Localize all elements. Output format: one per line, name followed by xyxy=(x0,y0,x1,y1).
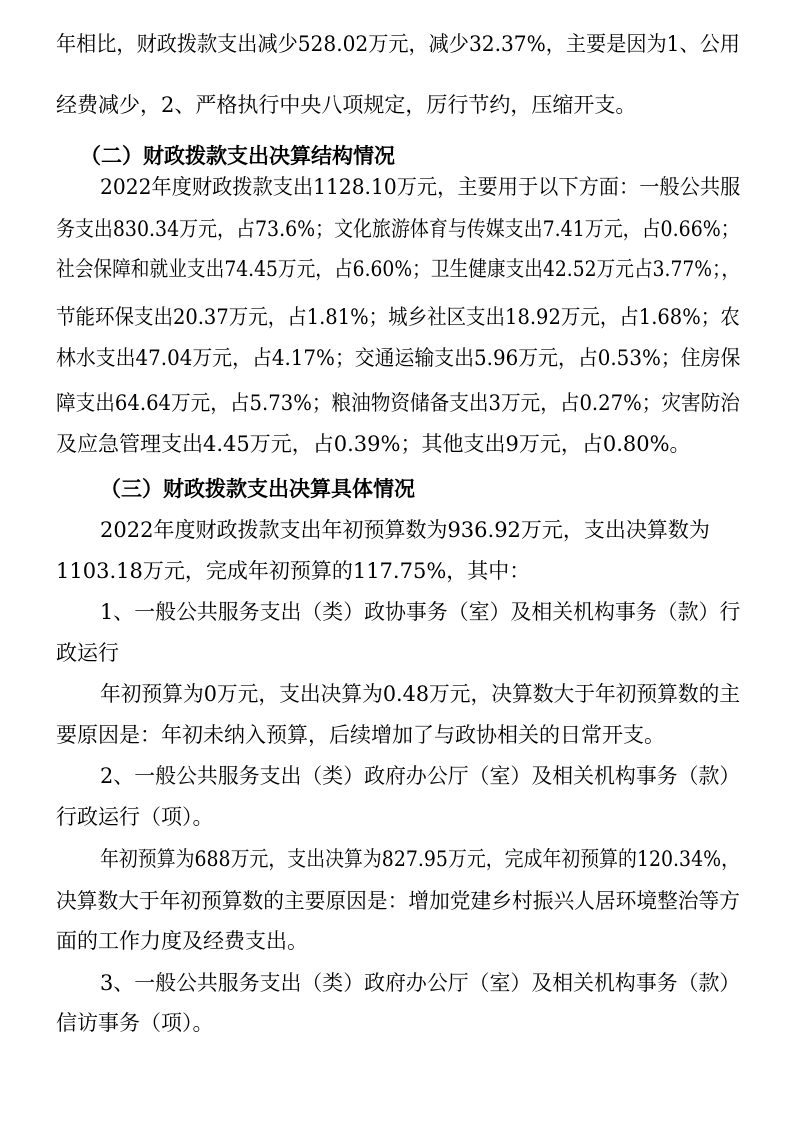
section-heading: （三）财政拨款支出决算具体情况 xyxy=(100,476,415,501)
body-text-line: 决算数大于年初预算数的主要原因是：增加党建乡村振兴人居环境整治等方 xyxy=(56,889,740,913)
body-text-line: 1、一般公共服务支出（类）政协事务（室）及相关机构事务（款）行 xyxy=(100,600,741,624)
body-text-line: 2022年度财政拨款支出1128.10万元，主要用于以下方面：一般公共服 xyxy=(100,175,741,199)
body-text-line: 年相比，财政拨款支出减少528.02万元，减少32.37%，主要是因为1、公用 xyxy=(56,32,740,56)
body-text-line: 节能环保支出20.37万元，占1.81%；城乡社区支出18.92万元，占1.68%；农 xyxy=(56,305,740,329)
body-text-line: 年初预算为688万元，支出决算为827.95万元，完成年初预算的120.34%， xyxy=(100,847,740,871)
body-text-line: 2、一般公共服务支出（类）政府办公厅（室）及相关机构事务（款） xyxy=(100,764,741,788)
body-text-line: 政运行 xyxy=(56,641,119,665)
body-text-line: 社会保障和就业支出74.45万元，占6.60%；卫生健康支出42.52万元占3.77%；， xyxy=(56,257,741,281)
body-text-line: 信访事务（项）。 xyxy=(56,1011,214,1035)
body-text-line: 面的工作力度及经费支出。 xyxy=(56,929,308,953)
body-text-line: 及应急管理支出4.45万元，占0.39%；其他支出9万元，占0.80%。 xyxy=(56,432,691,456)
section-heading: （二）财政拨款支出决算结构情况 xyxy=(80,143,395,168)
body-text-line: 障支出64.64万元，占5.73%；粮油物资储备支出3万元，占0.27%；灾害防治 xyxy=(56,391,740,415)
body-text-line: 要原因是：年初未纳入预算，后续增加了与政协相关的日常开支。 xyxy=(56,723,665,747)
body-text-line: 务支出830.34万元，占73.6%；文化旅游体育与传媒支出7.41万元，占0.66%； xyxy=(56,217,740,241)
body-text-line: 3、一般公共服务支出（类）政府办公厅（室）及相关机构事务（款） xyxy=(100,971,741,995)
body-text-line: 林水支出47.04万元，占4.17%；交通运输支出5.96万元，占0.53%；住房保 xyxy=(56,346,741,370)
body-text-line: 行政运行（项）。 xyxy=(56,805,214,829)
body-text-line: 2022年度财政拨款支出年初预算数为936.92万元，支出决算数为 xyxy=(100,518,710,542)
body-text-line: 1103.18万元，完成年初预算的117.75%，其中： xyxy=(56,559,531,583)
body-text-line: 经费减少，2、严格执行中央八项规定，厉行节约，压缩开支。 xyxy=(56,93,637,117)
body-text-line: 年初预算为0万元，支出决算为0.48万元，决算数大于年初预算数的主 xyxy=(100,682,741,706)
